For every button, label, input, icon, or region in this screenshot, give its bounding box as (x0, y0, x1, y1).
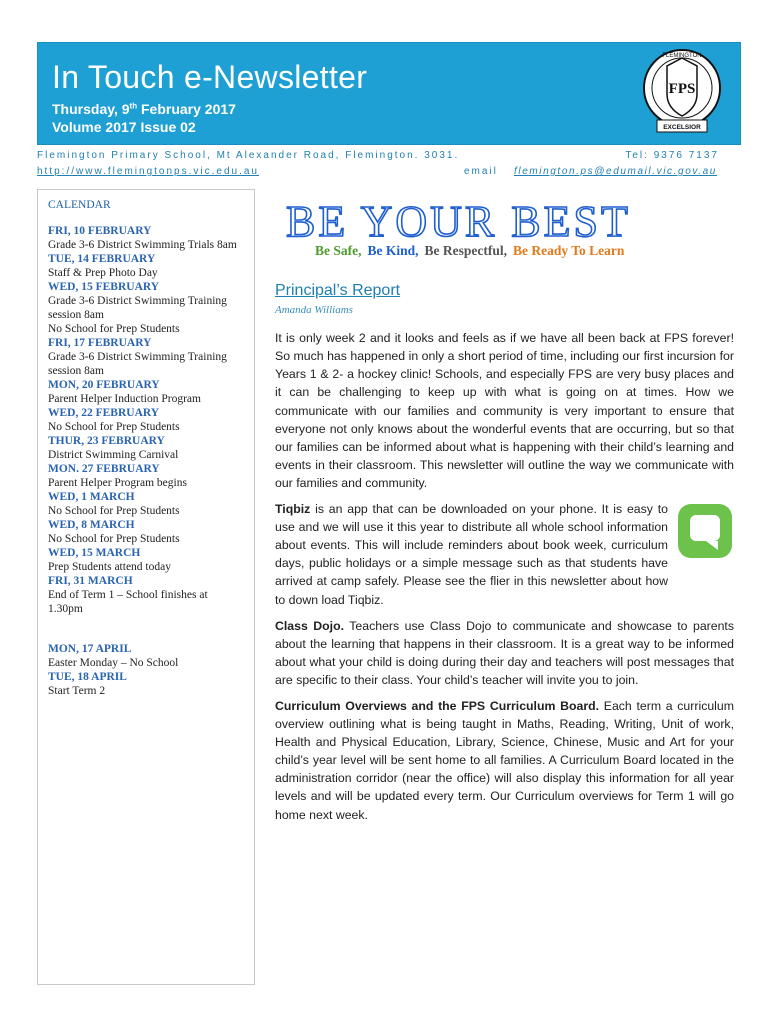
calendar-event: Grade 3-6 District Swimming Training session 8am (48, 351, 227, 377)
report-heading: Principal’s Report (275, 282, 401, 299)
tiqbiz-app-icon (676, 502, 734, 560)
contact-links-line (37, 166, 739, 177)
calendar-date: FRI, 17 FEBRUARY (48, 337, 152, 349)
calendar-event: No School for Prep Students (48, 323, 180, 335)
school-values (315, 243, 630, 259)
calendar-event: Parent Helper Program begins (48, 477, 187, 489)
calendar-event: Staff & Prep Photo Day (48, 267, 158, 279)
calendar-date: FRI, 31 MARCH (48, 575, 133, 587)
calendar-date: WED, 1 MARCH (48, 491, 135, 503)
calendar-date: WED, 8 MARCH (48, 519, 135, 531)
newsletter-title: In Touch e-Newsletter (52, 59, 368, 95)
school-value: Be Safe, (315, 243, 362, 258)
principals-report (275, 282, 734, 832)
school-crest-icon (637, 46, 727, 138)
calendar-date: WED, 15 FEBRUARY (48, 281, 160, 293)
school-value: Be Kind, (367, 243, 419, 258)
calendar-date: FRI, 10 FEBRUARY (48, 225, 152, 237)
email-label: email (464, 166, 498, 177)
report-paragraph: Class Dojo. Teachers use Class Dojo to communicate and showcase to parents about the learning that happens in their classroom. It is a great way to be informed about what your child is doing during their day and teachers will post messages that are specific to their class. Your child’s teacher will invite you to join. (275, 618, 734, 687)
calendar-event: No School for Prep Students (48, 421, 180, 433)
calendar-date: MON, 17 APRIL (48, 643, 132, 655)
calendar-date: MON, 20 FEBRUARY (48, 379, 160, 391)
report-paragraph: Tiqbiz is an app that can be downloaded on your phone. It is easy to use and we will use it this year to distribute all whole school information about events. This will include reminders about book week, curriculum days, public holidays or a simple message such as that students have arrived at camp safely. Please see the flier in this newsletter about how to down load Tiqbiz. (275, 502, 668, 607)
calendar-event: Prep Students attend today (48, 561, 171, 573)
email-link[interactable]: flemington.ps@edumail.vic.gov.au (514, 166, 717, 177)
issue-number: Volume 2017 Issue 02 (52, 119, 196, 135)
issue-date: Thursday, 9th February 2017 (52, 101, 236, 117)
tiqbiz-section (275, 500, 734, 617)
school-address: Flemington Primary School, Mt Alexander Road, Flemington. 3031. (37, 150, 460, 161)
calendar-event: No School for Prep Students (48, 533, 180, 545)
slogan-text: BE YOUR BEST (286, 197, 631, 246)
svg-text:FPS: FPS (668, 81, 696, 97)
school-value: Be Respectful, (424, 243, 507, 258)
calendar-event: Grade 3-6 District Swimming Trials 8am (48, 239, 237, 251)
calendar-date: WED, 15 MARCH (48, 547, 141, 559)
calendar-event: No School for Prep Students (48, 505, 180, 517)
calendar-event: Parent Helper Induction Program (48, 393, 201, 405)
report-paragraph: It is only week 2 and it looks and feels as if we have all been back at FPS forever! So much has happened in only a short period of time, including our first incursion for Years 1 & 2- a hockey clinic! Schools, and especially FPS are very busy places and it can be challenging to keep up with what is going on at times. How we communicate with our families and community is very important to ensure that everyone not only knows about the wonderful events that are occurring, but so that our families can be informed about what is happening with their child’s learning and events in their classroom. This newsletter will outline the way we communicate with our families and community. (275, 331, 734, 490)
school-phone: Tel: 9376 7137 (625, 150, 719, 161)
slogan-graphic (278, 196, 728, 246)
calendar-event: End of Term 1 – School finishes at 1.30pm (48, 589, 208, 615)
calendar-title: CALENDAR (48, 199, 111, 211)
calendar-event: Start Term 2 (48, 685, 106, 697)
calendar-list (48, 224, 244, 616)
report-author: Amanda Williams (275, 304, 353, 317)
be-your-best-banner (278, 196, 728, 271)
calendar-date: TUE, 14 FEBRUARY (48, 253, 156, 265)
calendar-event: District Swimming Carnival (48, 449, 179, 461)
calendar-list-term2 (48, 642, 244, 698)
calendar-event: Easter Monday – No School (48, 657, 179, 669)
school-address-line (37, 150, 739, 161)
calendar-event: Grade 3-6 District Swimming Training session 8am (48, 295, 227, 321)
calendar-date: THUR, 23 FEBRUARY (48, 435, 165, 447)
website-link[interactable]: http://www.flemingtonps.vic.edu.au (37, 166, 259, 177)
calendar-panel (37, 189, 255, 985)
svg-text:FLEMINGTON: FLEMINGTON (662, 53, 702, 59)
calendar-date: MON. 27 FEBRUARY (48, 463, 160, 475)
calendar-date: WED, 22 FEBRUARY (48, 407, 160, 419)
calendar-date: TUE, 18 APRIL (48, 671, 127, 683)
masthead-banner (37, 42, 741, 145)
report-paragraph: Curriculum Overviews and the FPS Curriculum Board. Each term a curriculum overview outlining what is being taught in Maths, Reading, Writing, Unit of work, Health and Physical Education, Library, Science, Chinese, Music and Art for your child’s year level will be sent home to all families. A Curriculum Board located in the administration corridor (near the office) will also display this information for all year levels and will be updated every term. Our Curriculum overviews for Term 1 will go home next week. (275, 698, 734, 822)
school-value: Be Ready To Learn (513, 243, 625, 258)
svg-text:EXCELSIOR: EXCELSIOR (663, 124, 701, 131)
